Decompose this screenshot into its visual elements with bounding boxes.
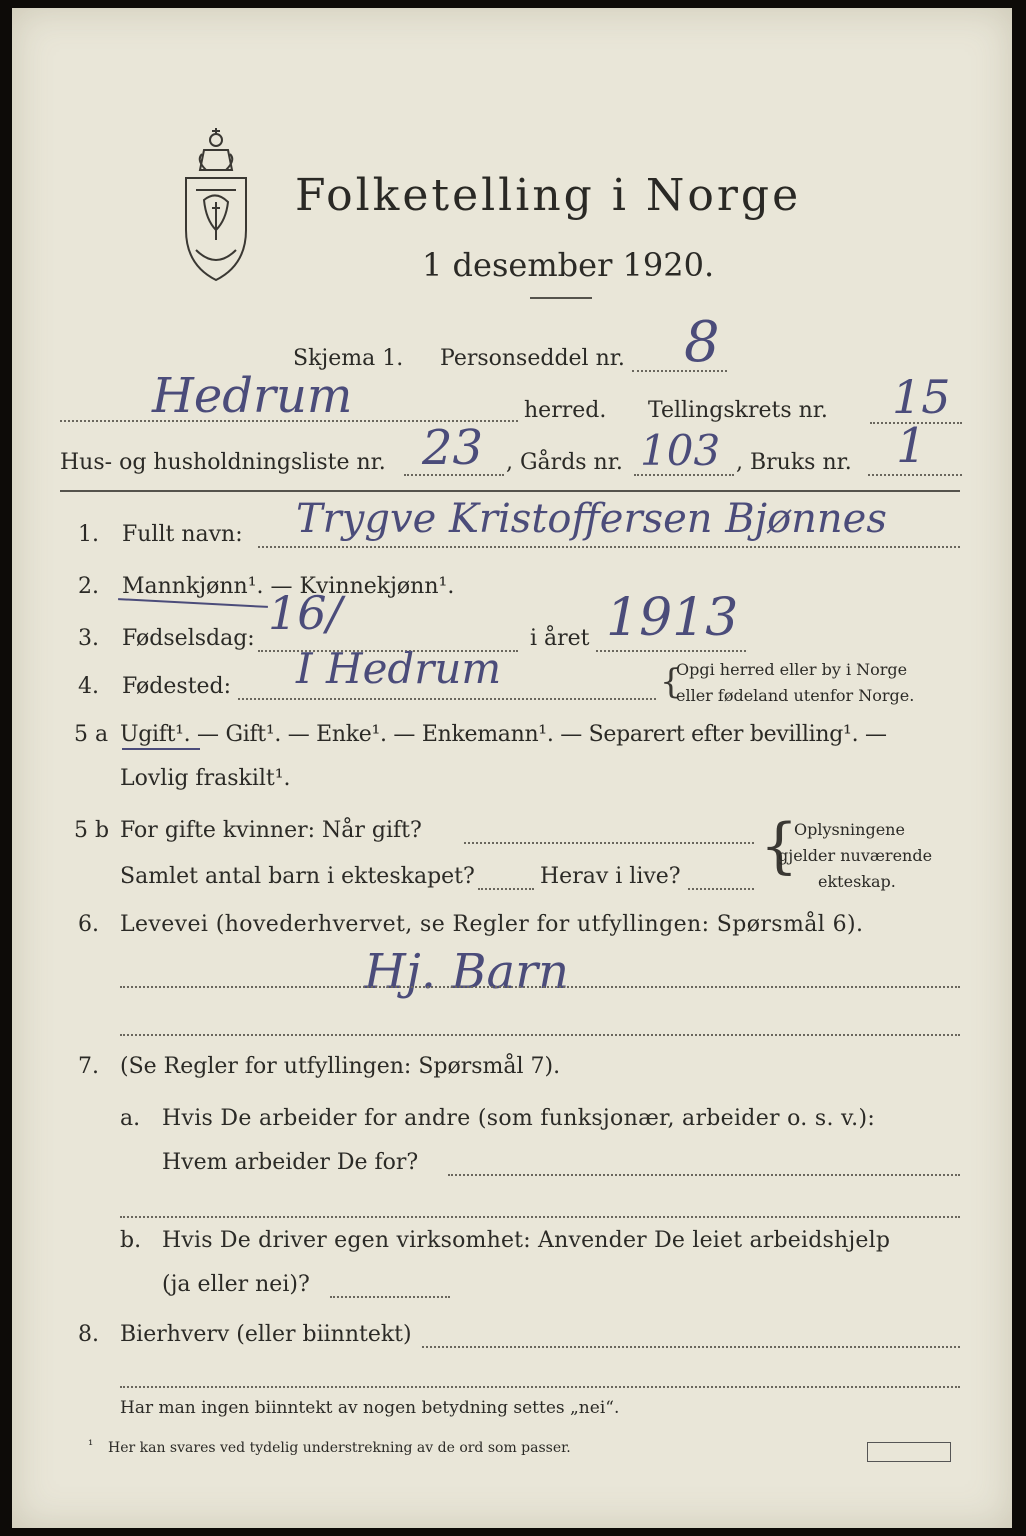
printer-stamp	[867, 1442, 951, 1462]
herred-label: herred.	[524, 398, 607, 423]
gards-value[interactable]: 103	[640, 426, 721, 475]
q7-label: (Se Regler for utfyllingen: Spørsmål 7).	[120, 1054, 561, 1079]
herred-value[interactable]: Hedrum	[152, 368, 353, 424]
q7b-line1: Hvis De driver egen virksomhet: Anvender De leiet arbeidshjelp	[162, 1228, 891, 1253]
ugift-underline	[122, 748, 200, 750]
hus-label: Hus- og husholdningsliste nr.	[60, 450, 386, 475]
children-total-line	[478, 888, 534, 890]
hus-value[interactable]: 23	[422, 420, 484, 476]
q6-number: 6.	[78, 912, 99, 937]
bruks-value[interactable]: 1	[896, 418, 927, 474]
mannkjonn-underline	[118, 598, 268, 608]
birthdate-value[interactable]: 16/	[268, 586, 343, 640]
year-label: i året	[530, 626, 590, 651]
census-form	[12, 8, 1012, 1528]
q8-label: Bierhverv (eller biinntekt)	[120, 1322, 412, 1347]
herav-line	[688, 888, 754, 890]
footnote-marker: ¹	[88, 1438, 94, 1453]
personseddel-value[interactable]: 8	[684, 310, 720, 375]
occupation-value[interactable]: Hj. Barn	[364, 944, 570, 1000]
q6-line-2	[120, 1034, 960, 1036]
tellingskrets-label: Tellingskrets nr.	[648, 398, 828, 423]
q2-number: 2.	[78, 574, 99, 599]
q5a-line2: Lovlig fraskilt¹.	[120, 766, 291, 791]
coat-of-arms-icon	[176, 120, 256, 290]
q4-line	[238, 698, 656, 700]
hired-help-line	[330, 1296, 450, 1298]
q5a-line1: Ugift¹. — Gift¹. — Enke¹. — Enkemann¹. — Separert efter bevilling¹. —	[120, 722, 887, 747]
q7b-line2: (ja eller nei)?	[162, 1272, 310, 1297]
q1-label: Fullt navn:	[122, 522, 243, 547]
q5b-line2: Samlet antal barn i ekteskapet?	[120, 864, 475, 889]
header-divider	[60, 490, 960, 492]
q5b-note-2: gjelder nuværende	[778, 846, 933, 865]
full-name-value[interactable]: Trygve Kristoffersen Bjønnes	[296, 496, 887, 542]
q1-line	[258, 546, 960, 548]
q4-number: 4.	[78, 674, 99, 699]
q4-brace: {	[660, 662, 682, 702]
q5b-number: 5 b	[74, 818, 110, 843]
schema-label: Skjema 1.	[293, 346, 404, 371]
q5b-brace: {	[760, 811, 799, 881]
q7a-letter: a.	[120, 1106, 141, 1131]
side-income-line-2	[120, 1386, 960, 1388]
title-divider	[530, 297, 592, 299]
q7a-line2: Hvem arbeider De for?	[162, 1150, 419, 1175]
gards-label: , Gårds nr.	[506, 450, 623, 475]
q7b-letter: b.	[120, 1228, 142, 1253]
footnote-text: Her kan svares ved tydelig understrekning av de ord som passer.	[108, 1440, 571, 1456]
q7a-line1: Hvis De arbeider for andre (som funksjonær, arbeider o. s. v.):	[162, 1106, 876, 1131]
tellingskrets-value[interactable]: 15	[892, 370, 951, 424]
q8-note: Har man ingen biinntekt av nogen betydning settes „nei“.	[120, 1398, 620, 1418]
q6-label: Levevei (hovederhvervet, se Regler for utfyllingen: Spørsmål 6).	[120, 912, 864, 937]
q2-label: Mannkjønn¹. — Kvinnekjønn¹.	[122, 574, 455, 599]
birth-year-value[interactable]: 1913	[606, 588, 739, 648]
year-line	[596, 650, 746, 652]
q6-line-1	[120, 986, 960, 988]
q4-label: Fødested:	[122, 674, 232, 699]
bruks-label: , Bruks nr.	[736, 450, 852, 475]
q4-note-1: Opgi herred eller by i Norge	[676, 660, 908, 679]
form-title: Folketelling i Norge	[295, 170, 802, 221]
birthplace-value[interactable]: I Hedrum	[296, 644, 502, 693]
q5a-number: 5 a	[74, 722, 109, 747]
q3-number: 3.	[78, 626, 99, 651]
q5b-note-3: ekteskap.	[818, 872, 896, 891]
employer-line	[448, 1174, 960, 1176]
q5b-note-1: Oplysningene	[794, 820, 905, 839]
q1-number: 1.	[78, 522, 99, 547]
side-income-line	[422, 1346, 960, 1348]
married-when-line	[464, 842, 754, 844]
q3-label: Fødselsdag:	[122, 626, 255, 651]
employer-line-2	[120, 1216, 960, 1218]
q4-note-2: eller fødeland utenfor Norge.	[676, 686, 915, 705]
personseddel-label: Personseddel nr.	[440, 346, 625, 371]
herav-label: Herav i live?	[540, 864, 681, 889]
form-date: 1 desember 1920.	[422, 246, 715, 284]
q8-number: 8.	[78, 1322, 99, 1347]
q5b-line1: For gifte kvinner: Når gift?	[120, 818, 422, 843]
q7-number: 7.	[78, 1054, 99, 1079]
bruks-line	[868, 474, 962, 476]
